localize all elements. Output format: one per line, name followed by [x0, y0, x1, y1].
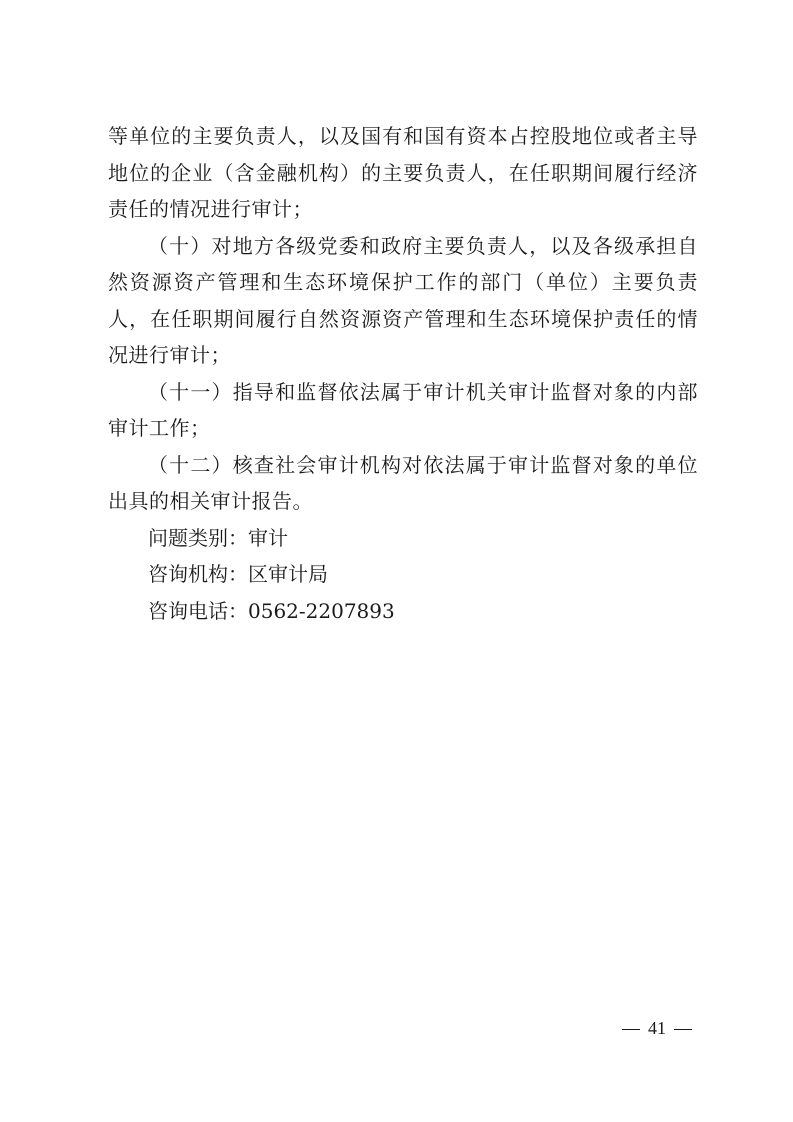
phone-label: 咨询电话： — [148, 598, 248, 623]
paragraph-item-11: （十一）指导和监督依法属于审计机关审计监督对象的内部审计工作； — [108, 379, 698, 440]
paragraph-item-12: （十二）核查社会审计机构对依法属于审计监督对象的单位出具的相关审计报告。 — [108, 452, 698, 513]
agency-label: 咨询机构： — [148, 562, 248, 586]
paragraph-continuation: 等单位的主要负责人，以及国有和国有资本占控股地位或者主导地位的企业（含金融机构）的主要负责人，在任职期间履行经济责任的情况进行审计； — [108, 124, 698, 221]
agency-line — [108, 556, 698, 593]
agency-value: 区审计局 — [248, 562, 328, 586]
page-number-left-dash — [622, 1029, 640, 1030]
page-number-right-dash — [674, 1029, 692, 1030]
page-number — [600, 1018, 700, 1039]
category-value: 审计 — [248, 525, 288, 550]
document-body — [108, 118, 698, 629]
phone-line — [108, 593, 698, 630]
phone-value: 0562-2207893 — [248, 598, 395, 623]
category-line — [108, 520, 698, 557]
category-label: 问题类别： — [148, 525, 248, 550]
page-number-value: 41 — [648, 1018, 666, 1038]
paragraph-item-10: （十）对地方各级党委和政府主要负责人，以及各级承担自然资源资产管理和生态环境保护工作的部门（单位）主要负责人，在任职期间履行自然资源资产管理和生态环境保护责任的情况进行审计； — [108, 233, 698, 367]
